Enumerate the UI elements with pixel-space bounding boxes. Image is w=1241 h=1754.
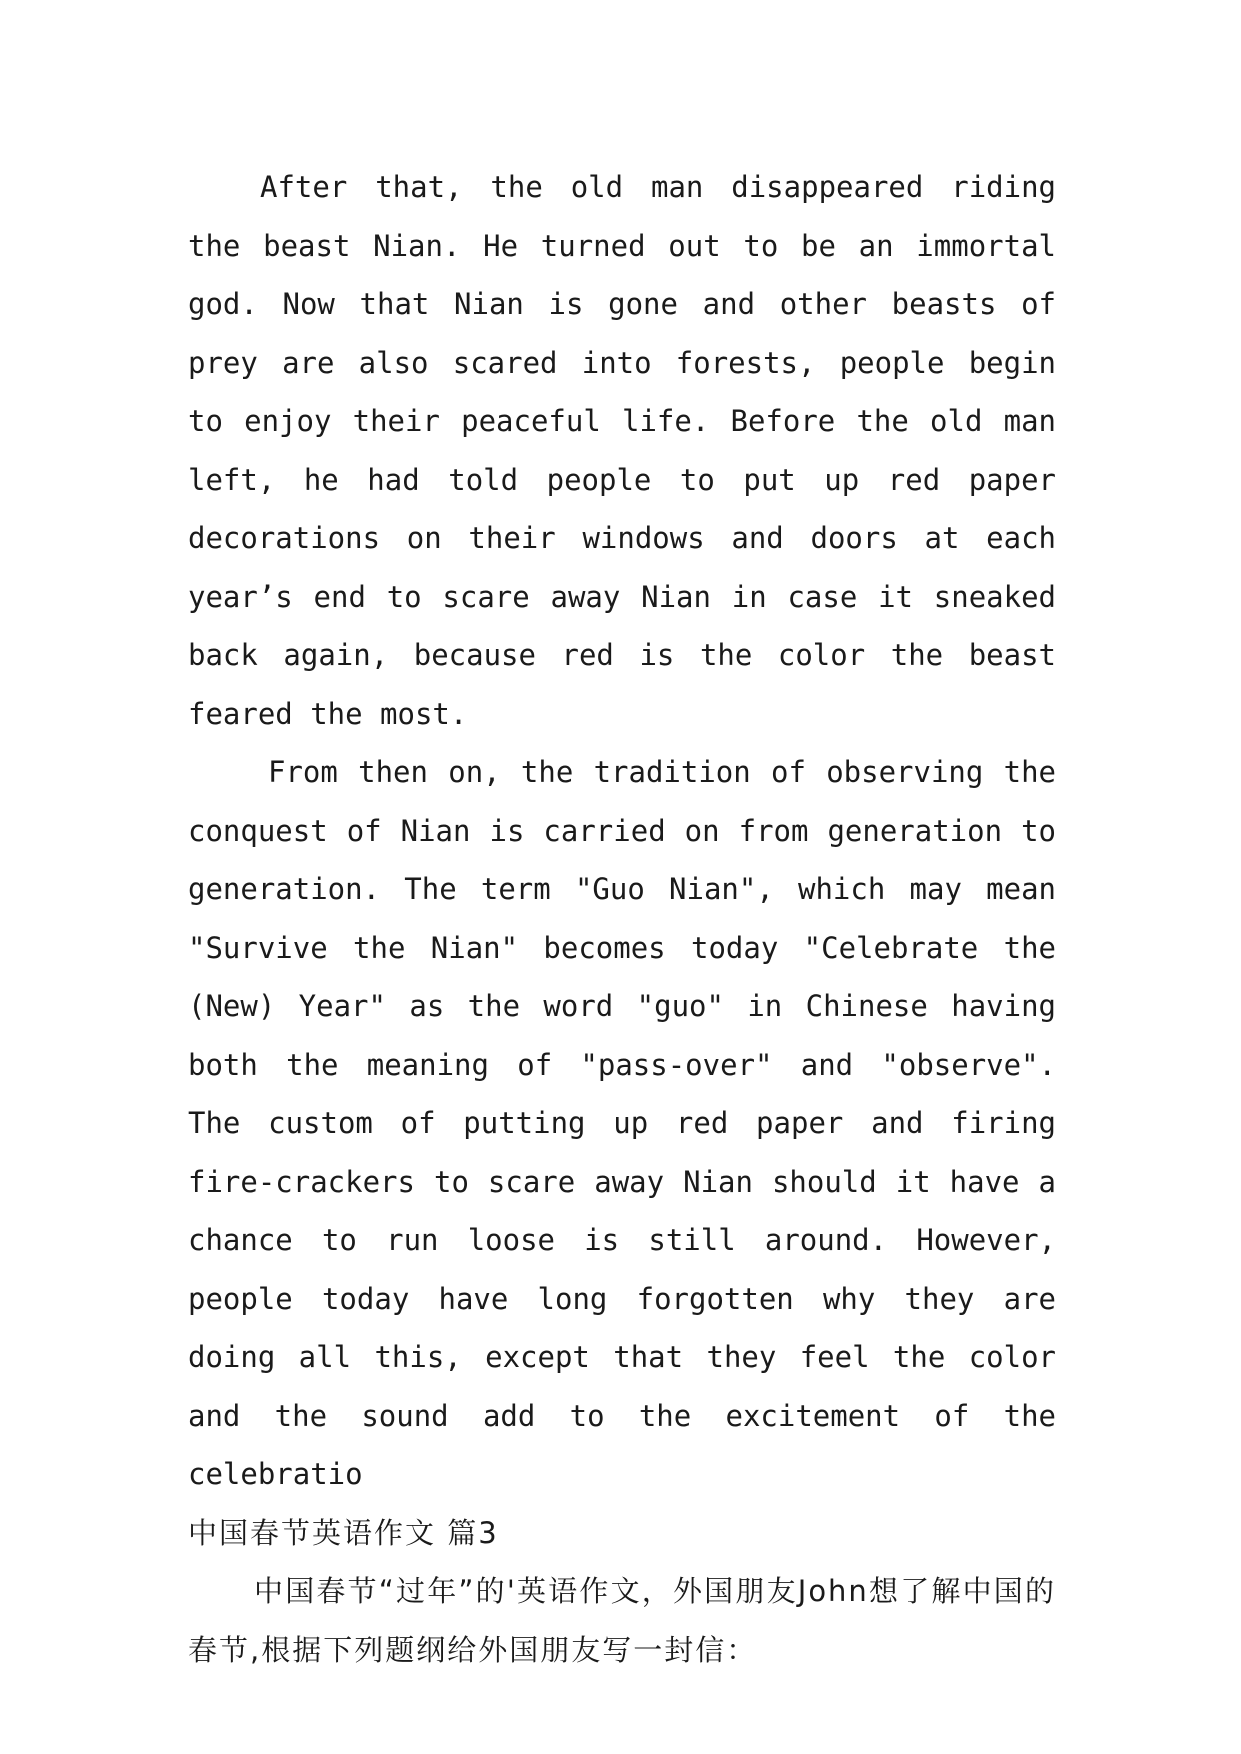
paragraph-guo-nian-tradition: From then on, the tradition of observing the conquest of Nian is carried on from generation to generation. The term "Guo Nian", which may mean "Survive the Nian" becomes today "Celebrate the (New) Year" as the word "guo" in Chinese having both the meaning of "pass-over" and "observe". The custom of putting up red paper and firing fire-crackers to scare away Nian should it have a chance to run loose is still around. However, people today have long forgotten why they are doing all this, except that they feel the color and the sound add to the excitement of the celebratio bbox=[188, 755, 1056, 1491]
paragraph-nian-legend: After that, the old man disappeared riding the beast Nian. He turned out to be an immortal god. Now that Nian is gone and other beasts of prey are also scared into forests, people begin to enjoy their peaceful life. Before the old man left, he had told people to put up red paper decorations on their windows and doors at each year’s end to scare away Nian in case it sneaked back again, because red is the color the beast feared the most. bbox=[188, 170, 1056, 731]
section-heading: 中国春节英语作文 篇3 bbox=[188, 1515, 499, 1550]
paragraph-letter-intro: 中国春节“过年”的'英语作文，外国朋友John想了解中国的春节,根据下列题纲给外国朋友写一封信： bbox=[188, 1574, 1056, 1667]
document-body bbox=[188, 158, 1056, 1679]
